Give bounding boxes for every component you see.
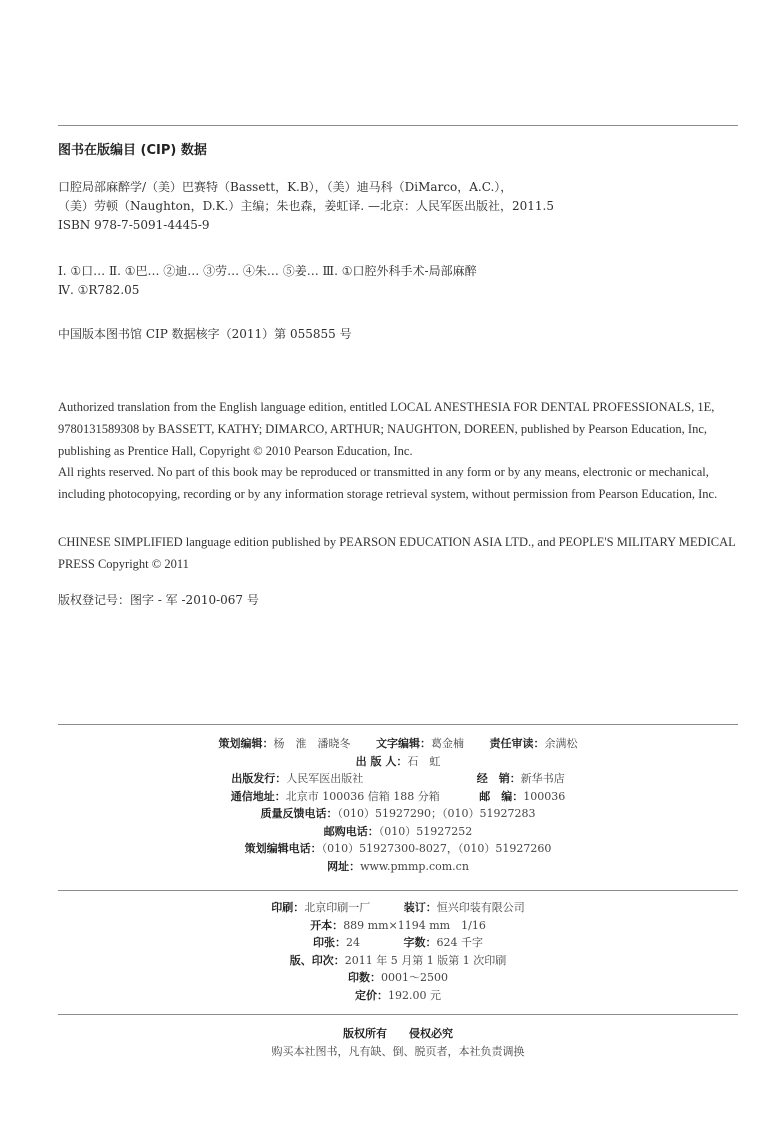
printing-block (58, 899, 738, 1004)
rights-reserved: 版权所有 侵权必究 (343, 1027, 453, 1040)
website-row (58, 858, 738, 876)
format-value: 889 mm×1194 mm 1/16 (343, 918, 486, 932)
mail-order-label: 邮购电话： (323, 824, 379, 838)
edition-row (58, 952, 738, 970)
cip-isbn: ISBN 978-7-5091-4445-9 (58, 218, 210, 232)
website-value: www.pmmp.com.cn (360, 859, 469, 873)
printer-label: 印刷： (271, 901, 305, 914)
english-paragraph-2: All rights reserved. No part of this book may be reproduced or transmitted in any form or by any means, electronic or mechanical, including photocopying, recording or by any information storage retrieval system, without permission from Pearson Education, Inc. (58, 465, 718, 501)
postcode-label: 邮 编： (479, 789, 524, 803)
website-label: 网址： (327, 859, 361, 873)
cip-line-2: （美）劳顿（Naughton，D.K.）主编；朱也森，姜虹译. —北京：人民军医出版社，2011.5 (58, 199, 554, 213)
address-label: 通信地址： (230, 789, 286, 803)
publisher-value: 人民军医出版社 (286, 772, 364, 785)
price-value: 192.00 元 (388, 988, 441, 1002)
format-row (58, 917, 738, 935)
address-row (58, 788, 738, 806)
distributor-value: 新华书店 (520, 772, 565, 785)
publisher-row (58, 770, 738, 788)
price-row (58, 987, 738, 1005)
text-editor-value: 葛金楠 (431, 737, 464, 750)
planning-editor-label: 策划编辑： (218, 737, 274, 750)
copyright-registration: 版权登记号：图字 - 军 -2010-067 号 (58, 593, 259, 607)
publisher-person-value: 石 虹 (407, 754, 441, 768)
cip-record (58, 178, 738, 235)
sheets-label: 印张： (313, 936, 346, 949)
replacement-notice: 购买本社图书，凡有缺、倒、脱页者，本社负责调换 (271, 1044, 525, 1058)
binding-value: 恒兴印装有限公司 (436, 901, 525, 914)
planning-phone-row (58, 840, 738, 858)
mail-order-value: （010）51927252 (378, 824, 473, 838)
address-value: 北京市 100036 信箱 188 分箱 (285, 789, 440, 803)
cip-verification: 中国版本图书馆 CIP 数据核字（2011）第 055855 号 (58, 327, 352, 341)
publisher-label: 出版发行： (231, 772, 287, 785)
top-rule (58, 125, 738, 126)
text-editor-label: 文字编辑： (376, 737, 431, 750)
cip-line-1: 口腔局部麻醉学/（美）巴赛特（Bassett，K.B），（美）迪马科（DiMarco，A.C.）， (58, 180, 513, 194)
cip-classification (58, 262, 738, 300)
credits-editors-row (58, 735, 738, 753)
print-run-row (58, 969, 738, 987)
cip-heading: 图书在版编目 (CIP) 数据 (58, 143, 207, 158)
planning-phone-label: 策划编辑电话： (244, 842, 322, 855)
format-label: 开本： (310, 918, 344, 932)
footer-rule (58, 1014, 738, 1015)
price-label: 定价： (355, 988, 388, 1002)
publisher-person-row (58, 753, 738, 771)
print-run-value: 0001～2500 (381, 971, 448, 984)
edition-value: 2011 年 5 月第 1 版第 1 次印刷 (344, 953, 507, 967)
words-value: 624 千字 (436, 936, 483, 949)
credits-rule (58, 724, 738, 725)
mail-order-row (58, 823, 738, 841)
cip-class-line-2: Ⅳ. ①R782.05 (58, 283, 140, 297)
planning-phone-value: （010）51927300-8027，（010）51927260 (321, 842, 552, 855)
cip-class-line-1: Ⅰ. ①口… Ⅱ. ①巴… ②迪… ③劳… ④朱… ⑤姜… Ⅲ. ①口腔外科手术-局部麻醉 (58, 264, 477, 278)
planning-editor-value: 杨 淮 潘晓冬 (273, 737, 351, 750)
printing-rule (58, 890, 738, 891)
publisher-person-label: 出 版 人： (355, 754, 408, 768)
reviewer-value: 余满松 (544, 737, 578, 750)
printer-row (58, 899, 738, 917)
binding-label: 装订： (403, 901, 437, 914)
feedback-label: 质量反馈电话： (260, 807, 338, 820)
feedback-row (58, 805, 738, 823)
printer-value: 北京印刷一厂 (304, 901, 371, 914)
sheets-value: 24 (346, 936, 360, 949)
print-run-label: 印数： (348, 971, 381, 984)
footer-block (58, 1025, 738, 1060)
edition-label: 版、印次： (289, 953, 345, 967)
words-label: 字数： (403, 936, 437, 949)
credits-block (58, 735, 738, 875)
postcode-value: 100036 (523, 789, 566, 803)
english-paragraph-1: Authorized translation from the English language edition, entitled LOCAL ANESTHESIA FOR DENTAL PROFESSIONALS, 1E, 9780131589308 by BASSETT, KATHY; DIMARCO, ARTHUR; NAUGHTON, DOREEN, published by Pearson Education, Inc, publishing as Prentice Hall, Copyright © 2010 Pearson Education, Inc. (58, 400, 715, 458)
sheets-row (58, 934, 738, 952)
distributor-label: 经 销： (476, 772, 521, 785)
english-paragraph-3: CHINESE SIMPLIFIED language edition published by PEARSON EDUCATION ASIA LTD., and PEOPLE'S MILITARY MEDICAL PRESS Copyright © 2011 (58, 535, 736, 571)
reviewer-label: 责任审读： (489, 737, 545, 750)
feedback-value: （010）51927290；（010）51927283 (337, 807, 536, 820)
